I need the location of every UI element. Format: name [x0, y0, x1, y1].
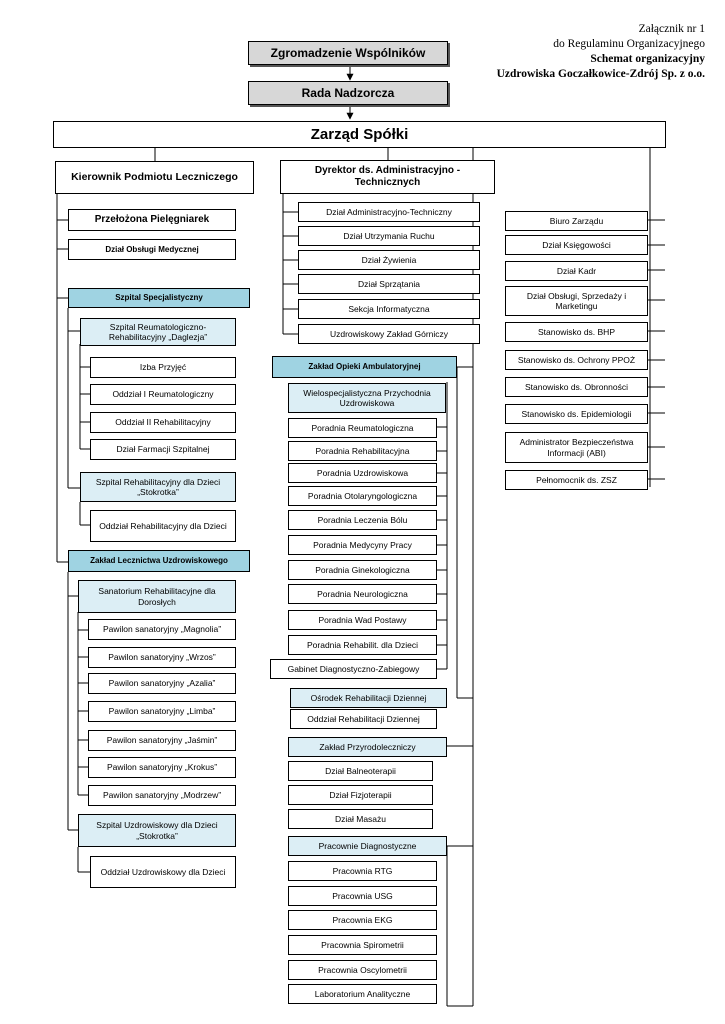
staff-box-3: Dział Kadr [505, 261, 648, 281]
header-line3: Schemat organizacyjny [590, 53, 705, 65]
admin-unit-box-2: Dział Utrzymania Ruchu [298, 226, 480, 246]
admin-unit-box-1: Dział Administracyjno-Techniczny [298, 202, 480, 222]
natural-unit-box-2: Dział Fizjoterapii [288, 785, 433, 805]
admin-head-box: Dyrektor ds. Administracyjno - Technicznych [280, 160, 495, 194]
staff-box-4: Dział Obsługi, Sprzedaży i Marketingu [505, 286, 648, 316]
staff-box-10: Pełnomocnik ds. ZSZ [505, 470, 648, 490]
labs-box: Pracownie Diagnostyczne [288, 836, 447, 856]
clinic-unit-box-2: Poradnia Rehabilitacyjna [288, 441, 437, 461]
rheum-unit-box-3: Oddział II Rehabilitacyjny [90, 412, 236, 433]
management-box: Zarząd Spółki [53, 121, 666, 148]
natural-unit-box-3: Dział Masażu [288, 809, 433, 829]
admin-unit-box-3: Dział Żywienia [298, 250, 480, 270]
medical-head-box: Kierownik Podmiotu Leczniczego [55, 161, 254, 194]
header-line4: Uzdrowiska Goczałkowice-Zdrój Sp. z o.o. [496, 68, 705, 80]
admin-unit-box-6: Uzdrowiskowy Zakład Górniczy [298, 324, 480, 344]
clinic-unit-box-3: Poradnia Uzdrowiskowa [288, 463, 437, 483]
clinic-unit-box-6: Poradnia Medycyny Pracy [288, 535, 437, 555]
staff-box-5: Stanowisko ds. BHP [505, 322, 648, 342]
lab-unit-box-4: Pracownia Spirometrii [288, 935, 437, 955]
pavilion-box-1: Pawilon sanatoryjny „Magnolia” [88, 619, 236, 640]
hospital-box: Szpital Specjalistyczny [68, 288, 250, 308]
pavilion-box-4: Pawilon sanatoryjny „Limba” [88, 701, 236, 722]
spa-kids-box: Szpital Uzdrowiskowy dla Dzieci „Stokrotka” [78, 814, 236, 847]
nurse-head-box: Przełożona Pielęgniarek [68, 209, 236, 231]
sanatorium-box: Sanatorium Rehabilitacyjne dla Dorosłych [78, 580, 236, 613]
lab-unit-box-6: Laboratorium Analityczne [288, 984, 437, 1004]
staff-box-8: Stanowisko ds. Epidemiologii [505, 404, 648, 424]
staff-box-1: Biuro Zarządu [505, 211, 648, 231]
clinic-unit-box-8: Poradnia Neurologiczna [288, 584, 437, 604]
staff-box-9: Administrator Bezpieczeństwa Informacji (ABI) [505, 432, 648, 463]
staff-box-2: Dział Księgowości [505, 235, 648, 255]
ambulatory-box: Zakład Opieki Ambulatoryjnej [272, 356, 457, 378]
clinic-box: Wielospecjalistyczna Przychodnia Uzdrowiskowa [288, 383, 446, 413]
kids-hospital-box: Szpital Rehabilitacyjny dla Dzieci „Stokrotka” [80, 472, 236, 502]
lab-unit-box-3: Pracownia EKG [288, 910, 437, 930]
natural-unit-box-1: Dział Balneoterapii [288, 761, 433, 781]
header-line1: Załącznik nr 1 [638, 23, 705, 35]
kids-unit-box: Oddział Rehabilitacyjny dla Dzieci [90, 510, 236, 542]
rheum-hospital-box: Szpital Reumatologiczno-Rehabilitacyjny „Daglezja” [80, 318, 236, 346]
clinic-unit-box-4: Poradnia Otolaryngologiczna [288, 486, 437, 506]
clinic-unit-box-11: Gabinet Diagnostyczno-Zabiegowy [270, 659, 437, 679]
day-unit-box: Oddział Rehabilitacji Dziennej [290, 709, 437, 729]
header-line2: do Regulaminu Organizacyjnego [553, 38, 705, 50]
pavilion-box-7: Pawilon sanatoryjny „Modrzew” [88, 785, 236, 806]
board-box: Rada Nadzorcza [248, 81, 448, 105]
admin-unit-box-4: Dział Sprzątania [298, 274, 480, 294]
natural-box: Zakład Przyrodoleczniczy [288, 737, 447, 757]
lab-unit-box-1: Pracownia RTG [288, 861, 437, 881]
admin-unit-box-5: Sekcja Informatyczna [298, 299, 480, 319]
spa-kids-unit-box: Oddział Uzdrowiskowy dla Dzieci [90, 856, 236, 888]
spa-box: Zakład Lecznictwa Uzdrowiskowego [68, 550, 250, 572]
clinic-unit-box-10: Poradnia Rehabilit. dla Dzieci [288, 635, 437, 655]
rheum-unit-box-1: Izba Przyjęć [90, 357, 236, 378]
pavilion-box-5: Pawilon sanatoryjny „Jaśmin” [88, 730, 236, 751]
clinic-unit-box-7: Poradnia Ginekologiczna [288, 560, 437, 580]
staff-box-6: Stanowisko ds. Ochrony PPOŻ [505, 350, 648, 370]
lab-unit-box-2: Pracownia USG [288, 886, 437, 906]
rheum-unit-box-2: Oddział I Reumatologiczny [90, 384, 236, 405]
pavilion-box-6: Pawilon sanatoryjny „Krokus” [88, 757, 236, 778]
rheum-unit-box-4: Dział Farmacji Szpitalnej [90, 439, 236, 460]
clinic-unit-box-1: Poradnia Reumatologiczna [288, 418, 437, 438]
pavilion-box-3: Pawilon sanatoryjny „Azalia” [88, 673, 236, 694]
staff-box-7: Stanowisko ds. Obronności [505, 377, 648, 397]
clinic-unit-box-9: Poradnia Wad Postawy [288, 610, 437, 630]
lab-unit-box-5: Pracownia Oscylometrii [288, 960, 437, 980]
day-center-box: Ośrodek Rehabilitacji Dziennej [290, 688, 447, 708]
assembly-box: Zgromadzenie Wspólników [248, 41, 448, 65]
pavilion-box-2: Pawilon sanatoryjny „Wrzos” [88, 647, 236, 668]
clinic-unit-box-5: Poradnia Leczenia Bólu [288, 510, 437, 530]
medical-service-box: Dział Obsługi Medycznej [68, 239, 236, 260]
